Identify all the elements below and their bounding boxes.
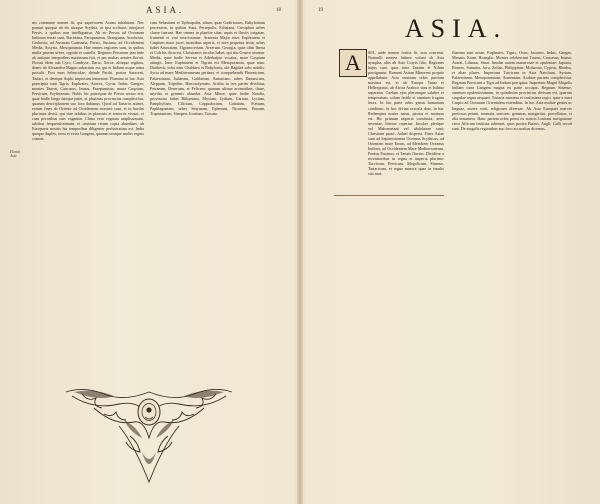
right-column-2-text: flumina sunt notae, Euphrates, Tigris, Oxus, Jaxartes, Indus, Ganges, Menam, Kiam, Hoangho. Montes celeberrimi Taurus, Caucasus, Imaus, Ararat, Libanus, Sinai. Insulae autem numerosae et opulentae: Japonia, Borneo, Sumatra, Java, Zeilan, Philippinae, Moluccae, Cyprus, Rhodus, et aliae plures. Imperium Turcicum in Asia Natoliam, Syriam, Palaestinam, Mesopotamiam, Armeniam, Arabiae partem complectitur. Regnum Persicum a Tigri ad Indum porrigitur. Imperium Magni Mogolis Indiam intra Gangem magna ex parte occupat. Regnum Sinense, omnium opulentissimum, in quindecim provincias divisum est, quarum singulae regna aequant. Tartaria maxima et vastissima regio, quae a mari Caspio ad Oceanum Orientalem extenditur. In hac Asia multae gentes ac linguae, mores varii, religiones diversae. Ab Asia Europaei merces pretiosas petunt, aromata, sericum, gemmas, margaritas, porcellanas, et alia innumera. Hanc partem orbis primi ex nostris Lusitani navigatione circa Africam instituta adierunt, quos postea Batavi, Angli, Galli secuti sunt. De singulis regionibus suo loco accuratius dicemus. (452, 50, 572, 131)
column-divider-rule (334, 195, 444, 196)
book-gutter (297, 0, 303, 504)
drop-cap-initial (339, 49, 367, 77)
left-column-1 (32, 20, 144, 382)
drop-cap-letter: A (345, 50, 361, 75)
left-page-number: 18 (276, 8, 281, 13)
left-running-head: ASIA. (146, 5, 185, 15)
right-page-number: 19 (318, 8, 323, 13)
left-column-2 (150, 20, 265, 388)
right-column-2 (452, 50, 572, 480)
left-column-2-text: cum Sebastiam et Tiphrapolin, aliam, quae Gadiriorum, Babyloniam porrexerat, in quibus Susa, Persepolis, Ecbatana, Ctesiphon urbes clarae fuerunt. Hae omnes in planitie sitae, aquis et fluviis irrigatae, frumenti et vini feracissimae. Armenia Major inter Euphratem et Caspium mare jacet, montibus asperis, et nive perpetua tecta; urbes habet Artaxatam, Tigranocertam, Arzerum. Georgia, quae olim Iberia et Colchis dicta est, Christianos incolas habet, qui ritu Graeco utuntur. Media, quae hodie Servan et Aderbaijan vocatur, mare Caspium attingit. Inter Euphratem et Tigrim est Mesopotamia, quae nunc Diarbeck; infra eam Chaldaea et Babylonia, ubi Bagdad urbs nobilis. Syria ad mare Mediterraneum pertinet, et comprehendit Phoeniciam, Palaestinam, Judaeam, Galilaeam, Samariam; urbes Damascum, Aleppum, Tripolim, Hierosolymam. Arabia in tres partes dividitur, Petraeam, Desertam, et Felicem; quarum ultima aromatibus, thure, myrrha et gemmis abundat. Asia Minor, quae hodie Natolia, provincias habet Bithyniam, Mysiam, Lydiam, Cariam, Lyciam, Pamphyliam, Ciliciam, Cappadociam, Galatiam, Pontum, Paphlagoniam; urbes Smyrnam, Ephesum, Nicaeam, Prusam, Trapezuntem, Sinopen, Iconium, Tarsum. (150, 20, 265, 116)
left-column-1-text: nis commune nomen fit, qui superiorem Asiam inhabitant. Nec ponunt quoque ab eis utraque Scythia, ut ipsi scribunt; interjacet Persis, a quibus non intelliguntur. Ab eo Persas ad Oceanum Indicum terrae sunt, Bactriana, Paropamisus, Drangiana, Arachosia, Gedrosia; ad Austrum Carmania, Persis, Susiana; ad Occidentem Media, Assyria, Mesopotamia. Hae omnes regiones sunt, in quibus multa passim urbes, oppida et castella. Regnum Persarum jam inde ab antiquis temporibus maximum fuit, et per multas aetates floruit. Floruit idem sub Cyro, Cambyse, Dario, Xerxe, aliisque regibus, donec ab Alexandro Magno subactum est, qui et Indiam usque arma protulit. Post eum Seleucidae, deinde Parthi, postea Saraceni, Tartari, et denique Sophi imperium tenuerunt. Flumina in hac Asia praecipua sunt Tigris, Euphrates, Araxes, Cyrus, Indus, Ganges; montes Taurus, Caucasus, Imaus, Paropamisus; maria Caspium, Persicum, Erythraeum. Nobis hic praecipue de Persia sermo erit, quae hodie longe lateque patet, et plurimas provincias complectitur, quarum descriptionem suo loco dabimus. Quod ad Tartaros attinet, eorum fines ab Oriente ad Occidentem maximi sunt, et in hordas plurimas divisi, qui sine urbibus in plaustris et tentoriis vivunt, et cum pecoribus suis vagantur. China vero regnum amplissimum, urbibus frequentissimum, et omnium rerum copia abundans, ab Europaeis nostris his temporibus diligenter perlustratum est. India quoque duplex, intra et extra Gangem, quarum utraque multis regnis constat. (32, 20, 144, 142)
left-marginal-note: Floruit Asia. (10, 150, 21, 159)
right-column-1-top (368, 50, 444, 177)
right-column-1-lower (334, 84, 444, 194)
right-column-1-text: SIA, unde nomen fortita fit, non convenit. Nonnulli nomen habere volunt ab Asia nympha, aliis ab Asio Cotyis filio. Regiones hujus sunt, quas intra Tanaim et Nilum porriguntur. Romani Asiam Minorem proprie appellabant. Asia omnium orbis partium maxima est, et ab Europa Tanai et Hellesponto, ab Africa Arabico sinu et Isthmo separatur. Caelum ejus plerumque salubre et temperatum, solum fertile et omnium frugum ferax. In hac parte orbis genus humanum conditum, in hac divina oracula data, in hac Redemptor noster natus, passus et mortuus est. Hic primum imperia constituta, artes inventae, litterae repertae. Incolae plerique vel Mahometani vel idololatrae sunt; Christiani pauci, Judaei dispersi. Fines Asiae sunt ad Septentrionem Oceanus Scythicus, ad Orientem mare Eoum, ad Meridiem Oceanus Indicus, ad Occidentem Mare Mediterraneum, Pontus Euxinus, et Tanais fluvius. Dividitur a recentioribus in regna et imperia plurima: Turcicum, Persicum, Mogolicum, Sinense, Tartaricum, et regna minora quae in insulis sita sunt. (368, 50, 444, 177)
page-title: ASIA. (404, 14, 508, 43)
tailpiece-ornament (64, 386, 234, 486)
